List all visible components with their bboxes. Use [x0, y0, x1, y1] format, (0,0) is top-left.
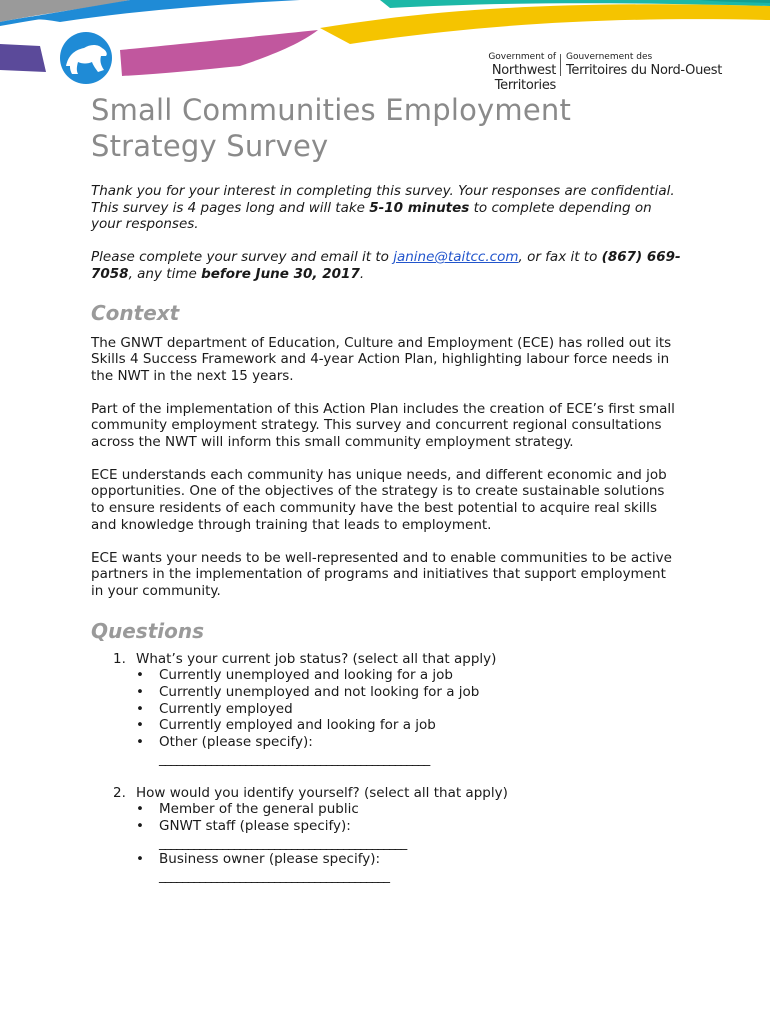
option-label: Other (please specify): — [159, 734, 313, 751]
bullet-icon: • — [136, 817, 144, 834]
submit-text: Please complete your survey and email it to — [91, 249, 394, 266]
context-paragraph-2: Part of the implementation of this Action Plan includes the creation of ECE’s first small community employment strategy. This survey and concurrent regional consultations across the NWT will inform this small community employment strategy. — [91, 400, 675, 451]
option-item[interactable] — [136, 717, 681, 734]
fax-text: , or fax it to — [518, 249, 602, 266]
gov-en-big: Northwest Territories — [491, 63, 556, 93]
intro-text-end: to complete depending on your responses. — [91, 199, 652, 233]
intro-text: Thank you for your interest in completing this survey. Your responses are confidential. This survey is 4 pages long and will take — [91, 183, 675, 216]
bullet-icon: • — [136, 667, 144, 684]
question-number: 2. — [113, 784, 126, 801]
gov-fr-big: Territoires du Nord-Ouest — [566, 63, 722, 78]
option-item[interactable] — [136, 734, 681, 751]
duration-text: 5-10 minutes — [369, 199, 470, 216]
page-title — [91, 92, 681, 164]
question-text: What’s your current job status? (select all that apply) — [136, 650, 497, 667]
gov-en-small: Government of — [488, 52, 556, 62]
option-label: Currently unemployed and not looking for a job — [159, 684, 480, 701]
bullet-icon: • — [136, 851, 144, 868]
option-label: Currently employed — [159, 700, 293, 717]
option-item[interactable] — [136, 851, 681, 868]
options-list — [136, 667, 681, 751]
gov-fr-small: Gouvernement des — [566, 52, 653, 62]
gov-name-english — [430, 52, 556, 93]
specify-blank[interactable]: ___________________________________________ — [159, 834, 407, 851]
bullet-icon: • — [136, 717, 144, 734]
title-line-2: Strategy Survey — [91, 129, 329, 163]
options-list — [136, 801, 681, 834]
submit-instructions — [91, 249, 681, 282]
period: . — [359, 265, 365, 282]
context-paragraph-4: ECE wants your needs to be well-represented and to enable communities to be active partners in the implementation of programs and initiatives that support employment in your community. — [91, 549, 672, 599]
option-label: Member of the general public — [159, 801, 359, 818]
question-1 — [91, 651, 681, 768]
questions-heading: Questions — [91, 618, 205, 643]
options-list — [136, 851, 681, 868]
option-label: GNWT staff (please specify): — [159, 817, 351, 834]
context-heading: Context — [91, 300, 180, 325]
header-divider — [560, 54, 561, 76]
option-item[interactable] — [136, 684, 681, 701]
specify-blank[interactable]: ________________________________________ — [159, 868, 389, 885]
survey-content — [91, 92, 681, 885]
question-text: How would you identify yourself? (select all that apply) — [136, 784, 508, 801]
email-link[interactable]: janine@taitcc.com — [393, 249, 519, 266]
option-item[interactable] — [136, 701, 681, 718]
option-label: Business owner (please specify): — [159, 851, 381, 868]
bullet-icon: • — [136, 684, 144, 701]
specify-blank[interactable]: _______________________________________________ — [159, 750, 430, 767]
option-label: Currently unemployed and looking for a job — [159, 667, 453, 684]
fax-number: (867) 669-7058 — [91, 249, 681, 282]
title-line-1: Small Communities Employment — [91, 93, 572, 127]
option-item[interactable] — [136, 818, 681, 835]
option-item[interactable] — [136, 667, 681, 684]
bullet-icon: • — [136, 801, 144, 818]
context-paragraph-3: ECE understands each community has unique needs, and different economic and job opportunities. One of the objectives of the strategy is to create sustainable solutions to ensure residents of each community have the best potential to acquire real skills and knowledge through training that leads to employment. — [91, 466, 667, 533]
intro-paragraph — [91, 183, 681, 233]
option-item[interactable] — [136, 801, 681, 818]
question-2 — [91, 785, 681, 885]
question-number: 1. — [113, 650, 126, 667]
deadline-text: before June 30, 2017 — [201, 265, 360, 282]
gov-name-french — [566, 52, 722, 78]
bullet-icon: • — [136, 700, 144, 717]
polar-bear-logo-icon — [60, 32, 112, 84]
time-text: , any time — [128, 265, 202, 282]
bullet-icon: • — [136, 734, 144, 751]
questions-list — [91, 651, 681, 885]
option-label: Currently employed and looking for a job — [159, 717, 436, 734]
context-paragraph-1: The GNWT department of Education, Culture and Employment (ECE) has rolled out its Skills 4 Success Framework and 4-year Action Plan, highlighting labour force needs in the NWT in the next 15 years. — [91, 334, 672, 384]
